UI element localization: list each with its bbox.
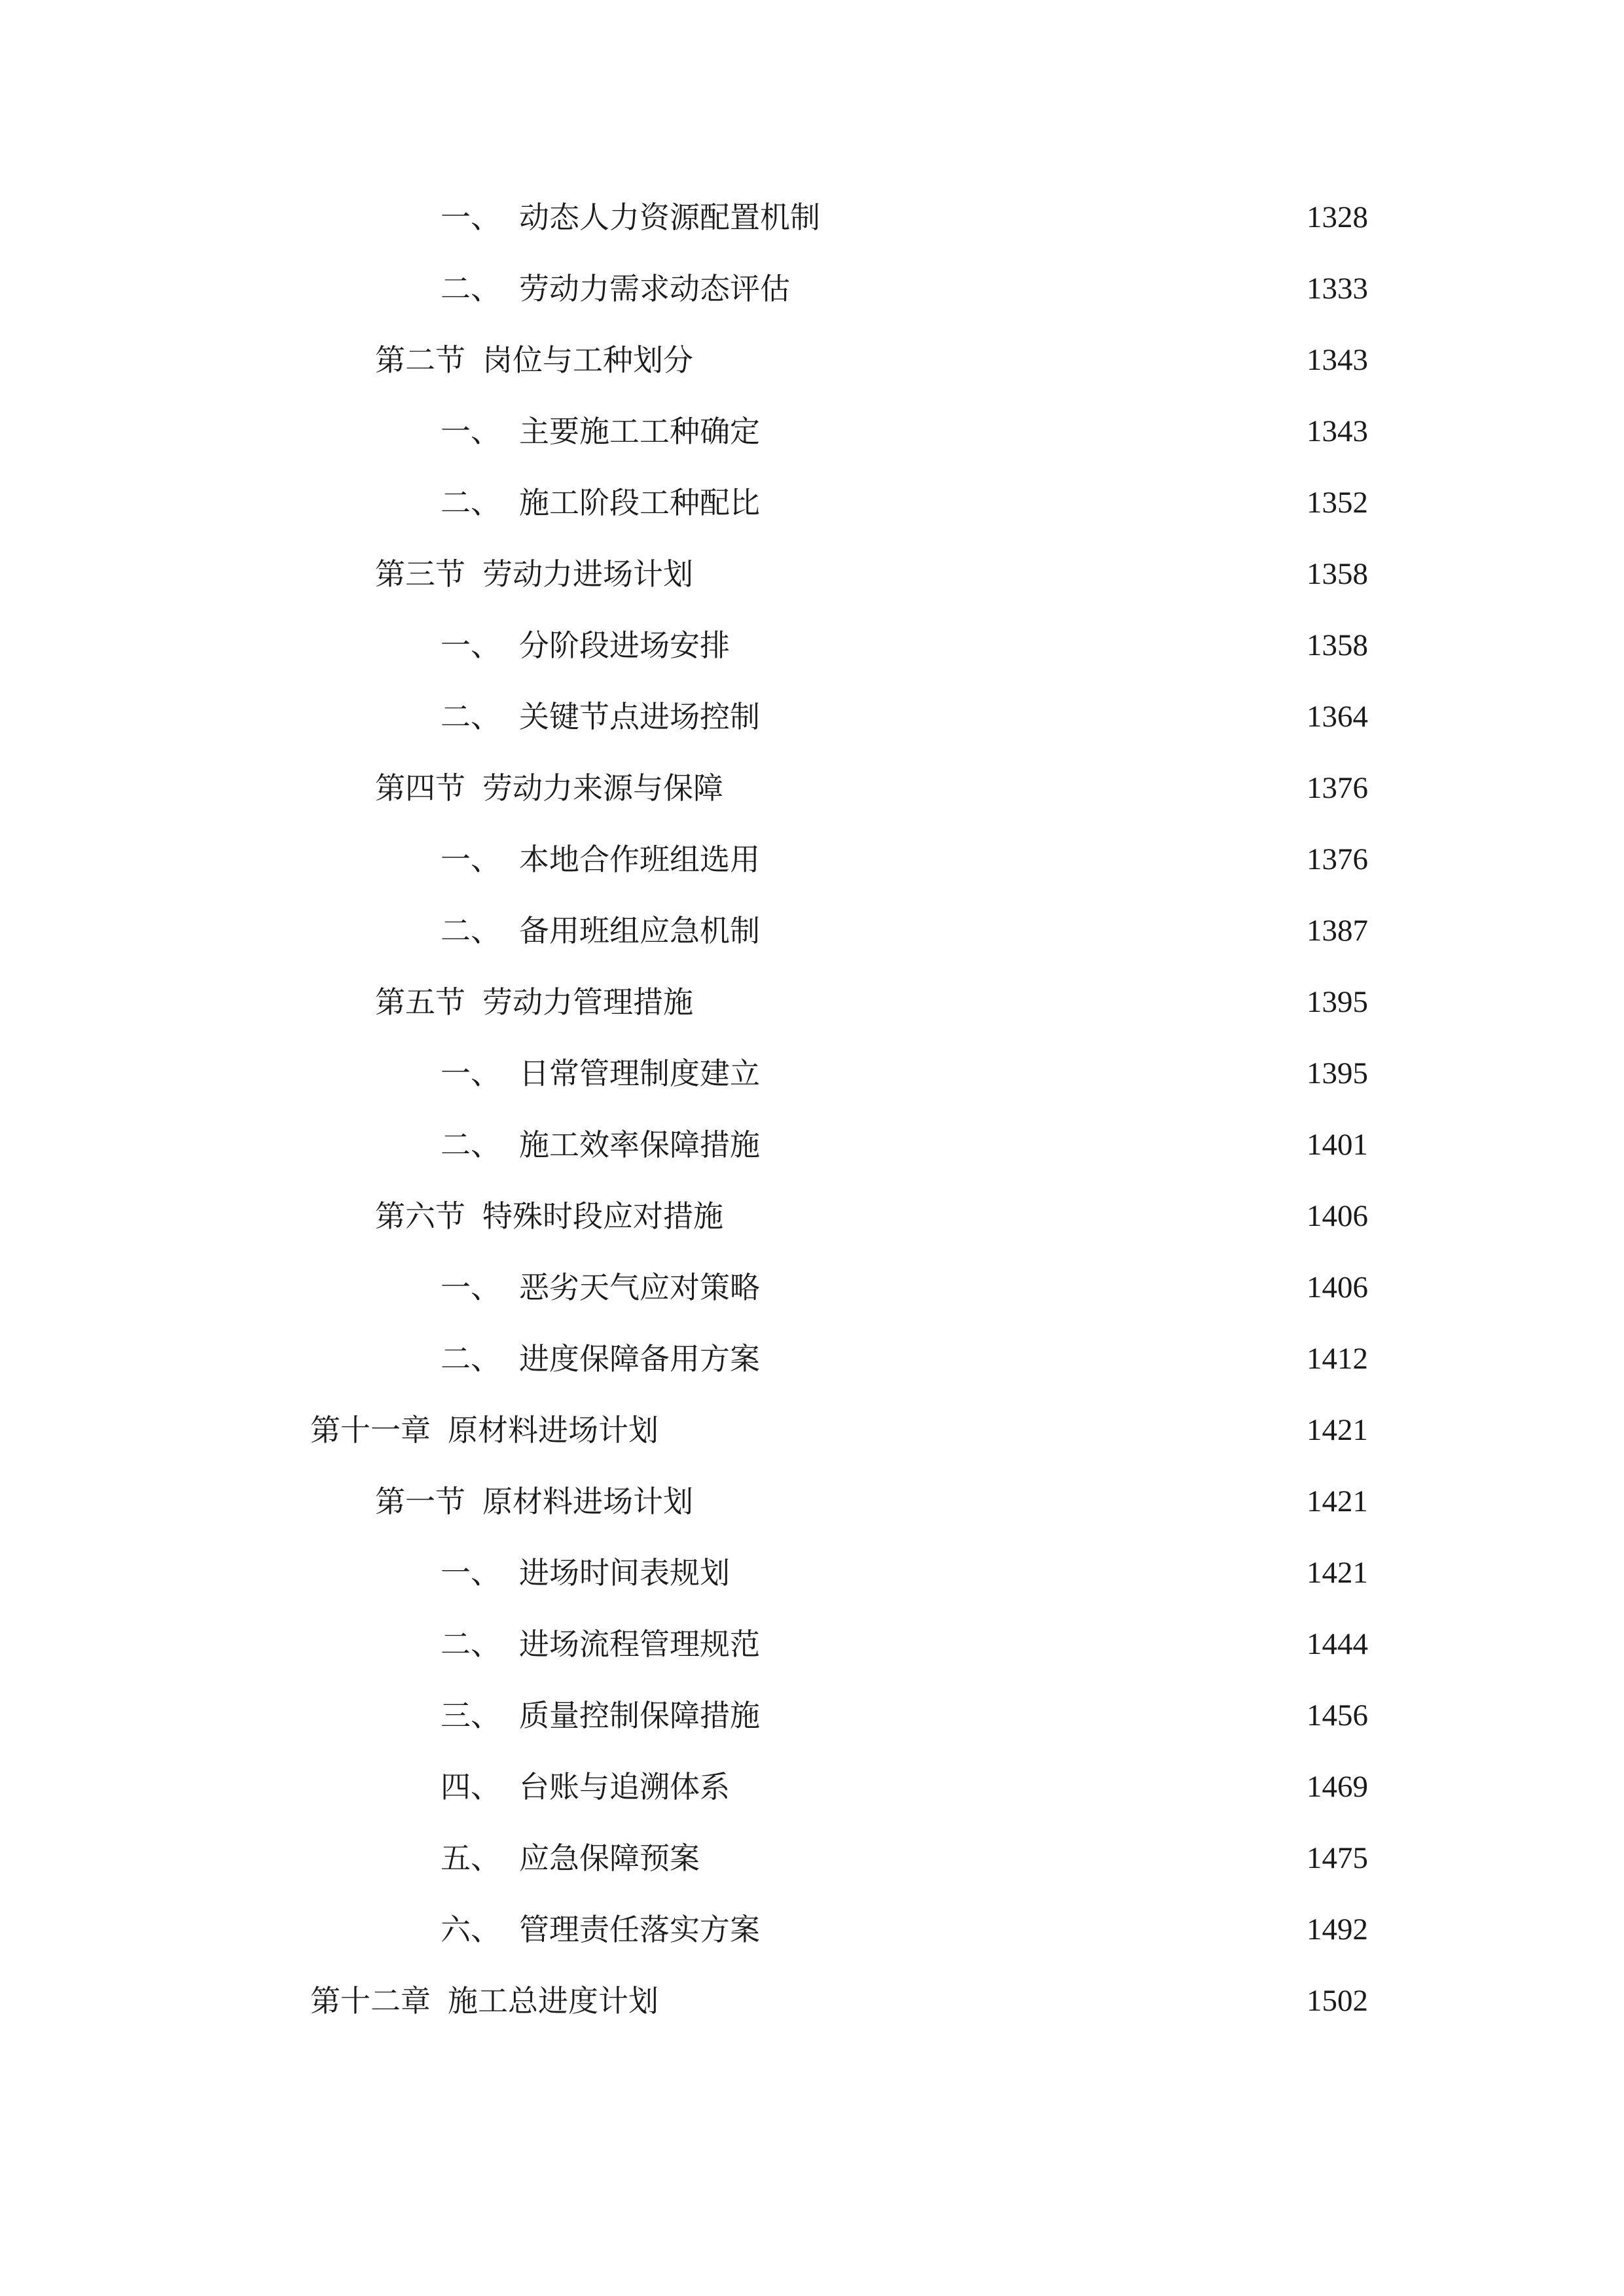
toc-entry-title: 关键节点进场控制: [519, 699, 760, 734]
toc-entry-page: 1502: [1307, 1984, 1368, 2018]
toc-entry[interactable]: [441, 191, 1368, 243]
toc-entry-number: 一、: [441, 628, 501, 663]
toc-entry-page: 1364: [1307, 700, 1368, 734]
toc-entry[interactable]: [441, 1547, 1368, 1599]
toc-entry[interactable]: [441, 1618, 1368, 1670]
dot-leader: [702, 548, 1295, 600]
toc-entry-title: 岗位与工种划分: [482, 342, 693, 378]
toc-entry-number: 一、: [441, 200, 501, 235]
dot-leader: [739, 1547, 1295, 1599]
toc-entry[interactable]: [441, 1333, 1368, 1385]
toc-entry-title: 原材料进场计划: [482, 1484, 693, 1519]
toc-entry-number: 一、: [441, 1555, 501, 1590]
toc-entry-title: 分阶段进场安排: [519, 628, 730, 663]
toc-entry-title: 劳动力需求动态评估: [519, 271, 790, 306]
dot-leader: [829, 191, 1295, 243]
toc-entry[interactable]: [441, 476, 1368, 529]
toc-entry-page: 1406: [1307, 1199, 1368, 1233]
toc-entry[interactable]: [441, 833, 1368, 886]
toc-entry[interactable]: [441, 1903, 1368, 1956]
toc-entry-title: 劳动力来源与保障: [482, 770, 723, 806]
dot-leader: [799, 262, 1295, 315]
toc-entry-number: 第一节: [375, 1484, 465, 1519]
toc-entry-title: 施工总进度计划: [448, 1983, 659, 2018]
toc-entry[interactable]: [375, 762, 1368, 814]
toc-entry-title: 管理责任落实方案: [519, 1912, 760, 1947]
toc-entry[interactable]: [441, 262, 1368, 315]
dot-leader: [732, 762, 1295, 814]
toc-entry-page: 1492: [1307, 1912, 1368, 1946]
dot-leader: [769, 1333, 1295, 1385]
toc-entry-page: 1444: [1307, 1627, 1368, 1661]
toc-entry-title: 劳动力进场计划: [482, 556, 693, 592]
toc-entry-page: 1475: [1307, 1841, 1368, 1875]
dot-leader: [769, 905, 1295, 957]
toc-entry-page: 1343: [1307, 414, 1368, 448]
toc-entry-page: 1352: [1307, 486, 1368, 520]
toc-entry-page: 1376: [1307, 771, 1368, 805]
toc-entry-number: 一、: [441, 842, 501, 877]
toc-entry-number: 第六节: [375, 1198, 465, 1234]
toc-entry-title: 施工效率保障措施: [519, 1127, 760, 1162]
toc-entry-page: 1412: [1307, 1342, 1368, 1376]
toc-entry-number: 六、: [441, 1912, 501, 1947]
toc-entry-title: 动态人力资源配置机制: [519, 200, 820, 235]
toc-entry[interactable]: [441, 1689, 1368, 1742]
toc-entry-page: 1421: [1307, 1556, 1368, 1590]
toc-entry-number: 四、: [441, 1769, 501, 1804]
toc-entry-title: 恶劣天气应对策略: [519, 1270, 760, 1305]
dot-leader: [769, 1261, 1295, 1314]
toc-entry[interactable]: [441, 1119, 1368, 1171]
toc-entry-page: 1328: [1307, 200, 1368, 234]
toc-entry-number: 一、: [441, 1270, 501, 1305]
toc-entry-number: 五、: [441, 1840, 501, 1876]
toc-entry[interactable]: [310, 1404, 1368, 1456]
toc-entry-page: 1421: [1307, 1413, 1368, 1447]
toc-entry[interactable]: [310, 1975, 1368, 2027]
toc-entry-title: 施工阶段工种配比: [519, 485, 760, 520]
toc-entry-title: 应急保障预案: [519, 1840, 700, 1876]
toc-entry-page: 1376: [1307, 842, 1368, 876]
toc-entry-page: 1387: [1307, 914, 1368, 948]
toc-entry[interactable]: [375, 976, 1368, 1028]
toc-entry-number: 二、: [441, 485, 501, 520]
toc-entry-page: 1456: [1307, 1698, 1368, 1732]
toc-entry-page: 1358: [1307, 628, 1368, 662]
toc-entry[interactable]: [375, 548, 1368, 600]
toc-entry-number: 一、: [441, 1056, 501, 1091]
toc-entry[interactable]: [375, 1190, 1368, 1242]
toc-entry-number: 三、: [441, 1698, 501, 1733]
toc-entry-title: 质量控制保障措施: [519, 1698, 760, 1733]
toc-entry[interactable]: [441, 1261, 1368, 1314]
toc-entry-page: 1406: [1307, 1270, 1368, 1304]
dot-leader: [709, 1832, 1295, 1884]
dot-leader: [769, 476, 1295, 529]
toc-entry-title: 原材料进场计划: [448, 1412, 659, 1448]
toc-entry-page: 1395: [1307, 1056, 1368, 1090]
toc-entry[interactable]: [441, 619, 1368, 672]
dot-leader: [702, 334, 1295, 386]
dot-leader: [702, 976, 1295, 1028]
toc-entry-number: 二、: [441, 913, 501, 948]
dot-leader: [769, 405, 1295, 457]
toc-entry-title: 进场流程管理规范: [519, 1626, 760, 1662]
dot-leader: [769, 1618, 1295, 1670]
dot-leader: [732, 1190, 1295, 1242]
toc-entry-title: 进度保障备用方案: [519, 1341, 760, 1376]
dot-leader: [668, 1404, 1295, 1456]
toc-entry-number: 二、: [441, 1127, 501, 1162]
dot-leader: [769, 691, 1295, 743]
dot-leader: [769, 1689, 1295, 1742]
toc-entry-page: 1469: [1307, 1770, 1368, 1804]
toc-entry-page: 1343: [1307, 343, 1368, 377]
toc-entry-title: 进场时间表规划: [519, 1555, 730, 1590]
toc-entry-number: 第十一章: [310, 1412, 431, 1448]
dot-leader: [702, 1475, 1295, 1528]
dot-leader: [668, 1975, 1295, 2027]
toc-entry-title: 特殊时段应对措施: [482, 1198, 723, 1234]
toc-entry[interactable]: [441, 691, 1368, 743]
dot-leader: [739, 619, 1295, 672]
toc-entry-page: 1395: [1307, 985, 1368, 1019]
toc-entry[interactable]: [441, 1832, 1368, 1884]
toc-entry-page: 1401: [1307, 1128, 1368, 1162]
dot-leader: [769, 1119, 1295, 1171]
toc-entry-title: 备用班组应急机制: [519, 913, 760, 948]
toc-entry[interactable]: [441, 1761, 1368, 1813]
toc-entry-title: 台账与追溯体系: [519, 1769, 730, 1804]
dot-leader: [769, 1903, 1295, 1956]
toc-entry-number: 二、: [441, 1341, 501, 1376]
toc-entry-number: 一、: [441, 414, 501, 449]
dot-leader: [739, 1761, 1295, 1813]
toc-entry-page: 1333: [1307, 272, 1368, 306]
toc-entry-title: 日常管理制度建立: [519, 1056, 760, 1091]
dot-leader: [769, 833, 1295, 886]
toc-entry[interactable]: [375, 334, 1368, 386]
toc-entry-number: 第四节: [375, 770, 465, 806]
toc-entry-number: 第十二章: [310, 1983, 431, 2018]
toc-entry-number: 二、: [441, 699, 501, 734]
toc-entry-title: 本地合作班组选用: [519, 842, 760, 877]
toc-entry-number: 第三节: [375, 556, 465, 592]
toc-entry-number: 第二节: [375, 342, 465, 378]
toc-entry-number: 二、: [441, 271, 501, 306]
toc-entry[interactable]: [375, 1475, 1368, 1528]
toc-entry-page: 1421: [1307, 1484, 1368, 1518]
toc-entry-title: 劳动力管理措施: [482, 984, 693, 1020]
toc-entry-number: 二、: [441, 1626, 501, 1662]
toc-entry[interactable]: [441, 405, 1368, 457]
toc-entry[interactable]: [441, 1047, 1368, 1100]
dot-leader: [769, 1047, 1295, 1100]
toc-entry-title: 主要施工工种确定: [519, 414, 760, 449]
toc-entry-page: 1358: [1307, 557, 1368, 591]
toc-entry[interactable]: [441, 905, 1368, 957]
toc-entry-number: 第五节: [375, 984, 465, 1020]
